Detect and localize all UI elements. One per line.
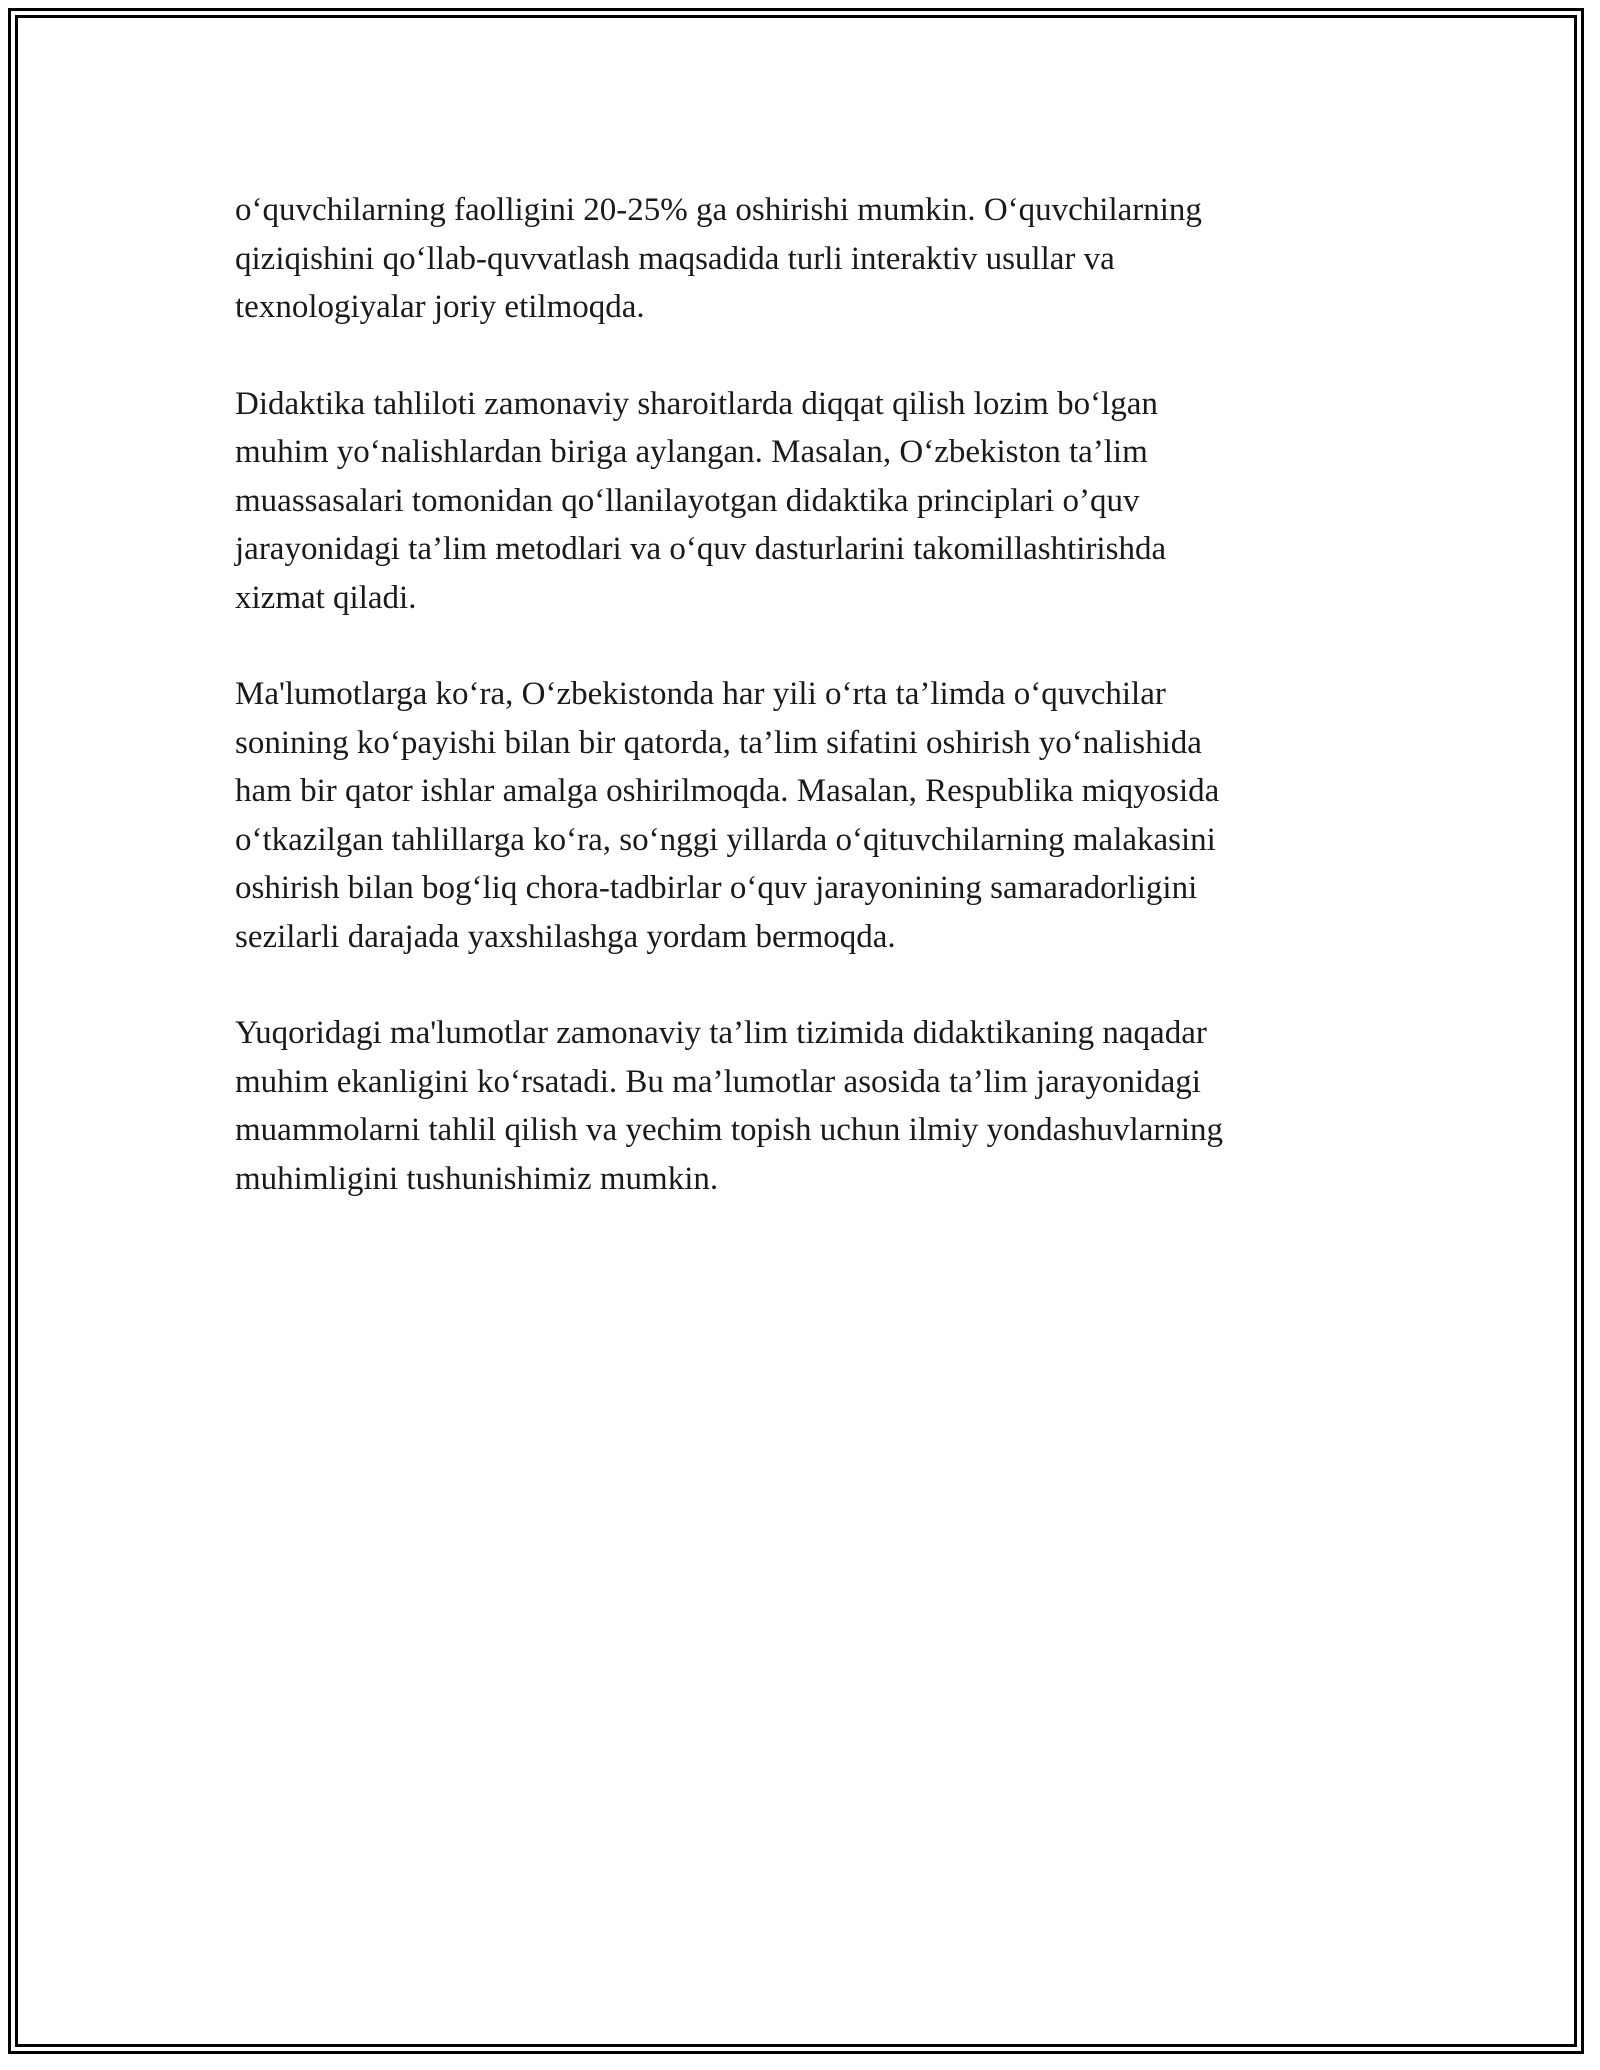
document-body xyxy=(235,186,1365,1251)
paragraph-2: Didaktika tahliloti zamonaviy sharoitlarda diqqat qilish lozim bo‘lgan muhim yo‘nalishlardan biriga aylangan. Masalan, O‘zbekiston ta’lim muassasalari tomonidan qo‘llanilayotgan didaktika principlari o’quv jarayonidagi ta’lim metodlari va o‘quv dasturlarini takomillashtirishda xizmat qiladi. xyxy=(235,385,1167,616)
paragraph-4: Yuqoridagi ma'lumotlar zamonaviy ta’lim tizimida didaktikaning naqadar muhim ekanligini ko‘rsatadi. Bu ma’lumotlar asosida ta’lim jarayonidagi muammolarni tahlil qilish va yechim topish uchun ilmiy yondashuvlarning muhimligini tushunishimiz mumkin. xyxy=(235,1015,1224,1197)
paragraph-1: o‘quvchilarning faolligini 20-25% ga oshirishi mumkin. O‘quvchilarning qiziqishini qo‘llab-quvvatlash maqsadida turli interaktiv usullar va texnologiyalar joriy etilmoqda. xyxy=(235,192,1202,325)
paragraph-3: Ma'lumotlarga ko‘ra, O‘zbekistonda har yili o‘rta ta’limda o‘quvchilar sonining ko‘payishi bilan bir qatorda, ta’lim sifatini oshirish yo‘nalishida ham bir qator ishlar amalga oshirilmoqda. Masalan, Respublika miqyosida o‘tkazilgan tahlillarga ko‘ra, so‘nggi yillarda o‘qituvchilarning malakasini oshirish bilan bog‘liq chora-tadbirlar o‘quv jarayonining samaradorligini sezilarli darajada yaxshilashga yordam bermoqda. xyxy=(235,676,1220,955)
